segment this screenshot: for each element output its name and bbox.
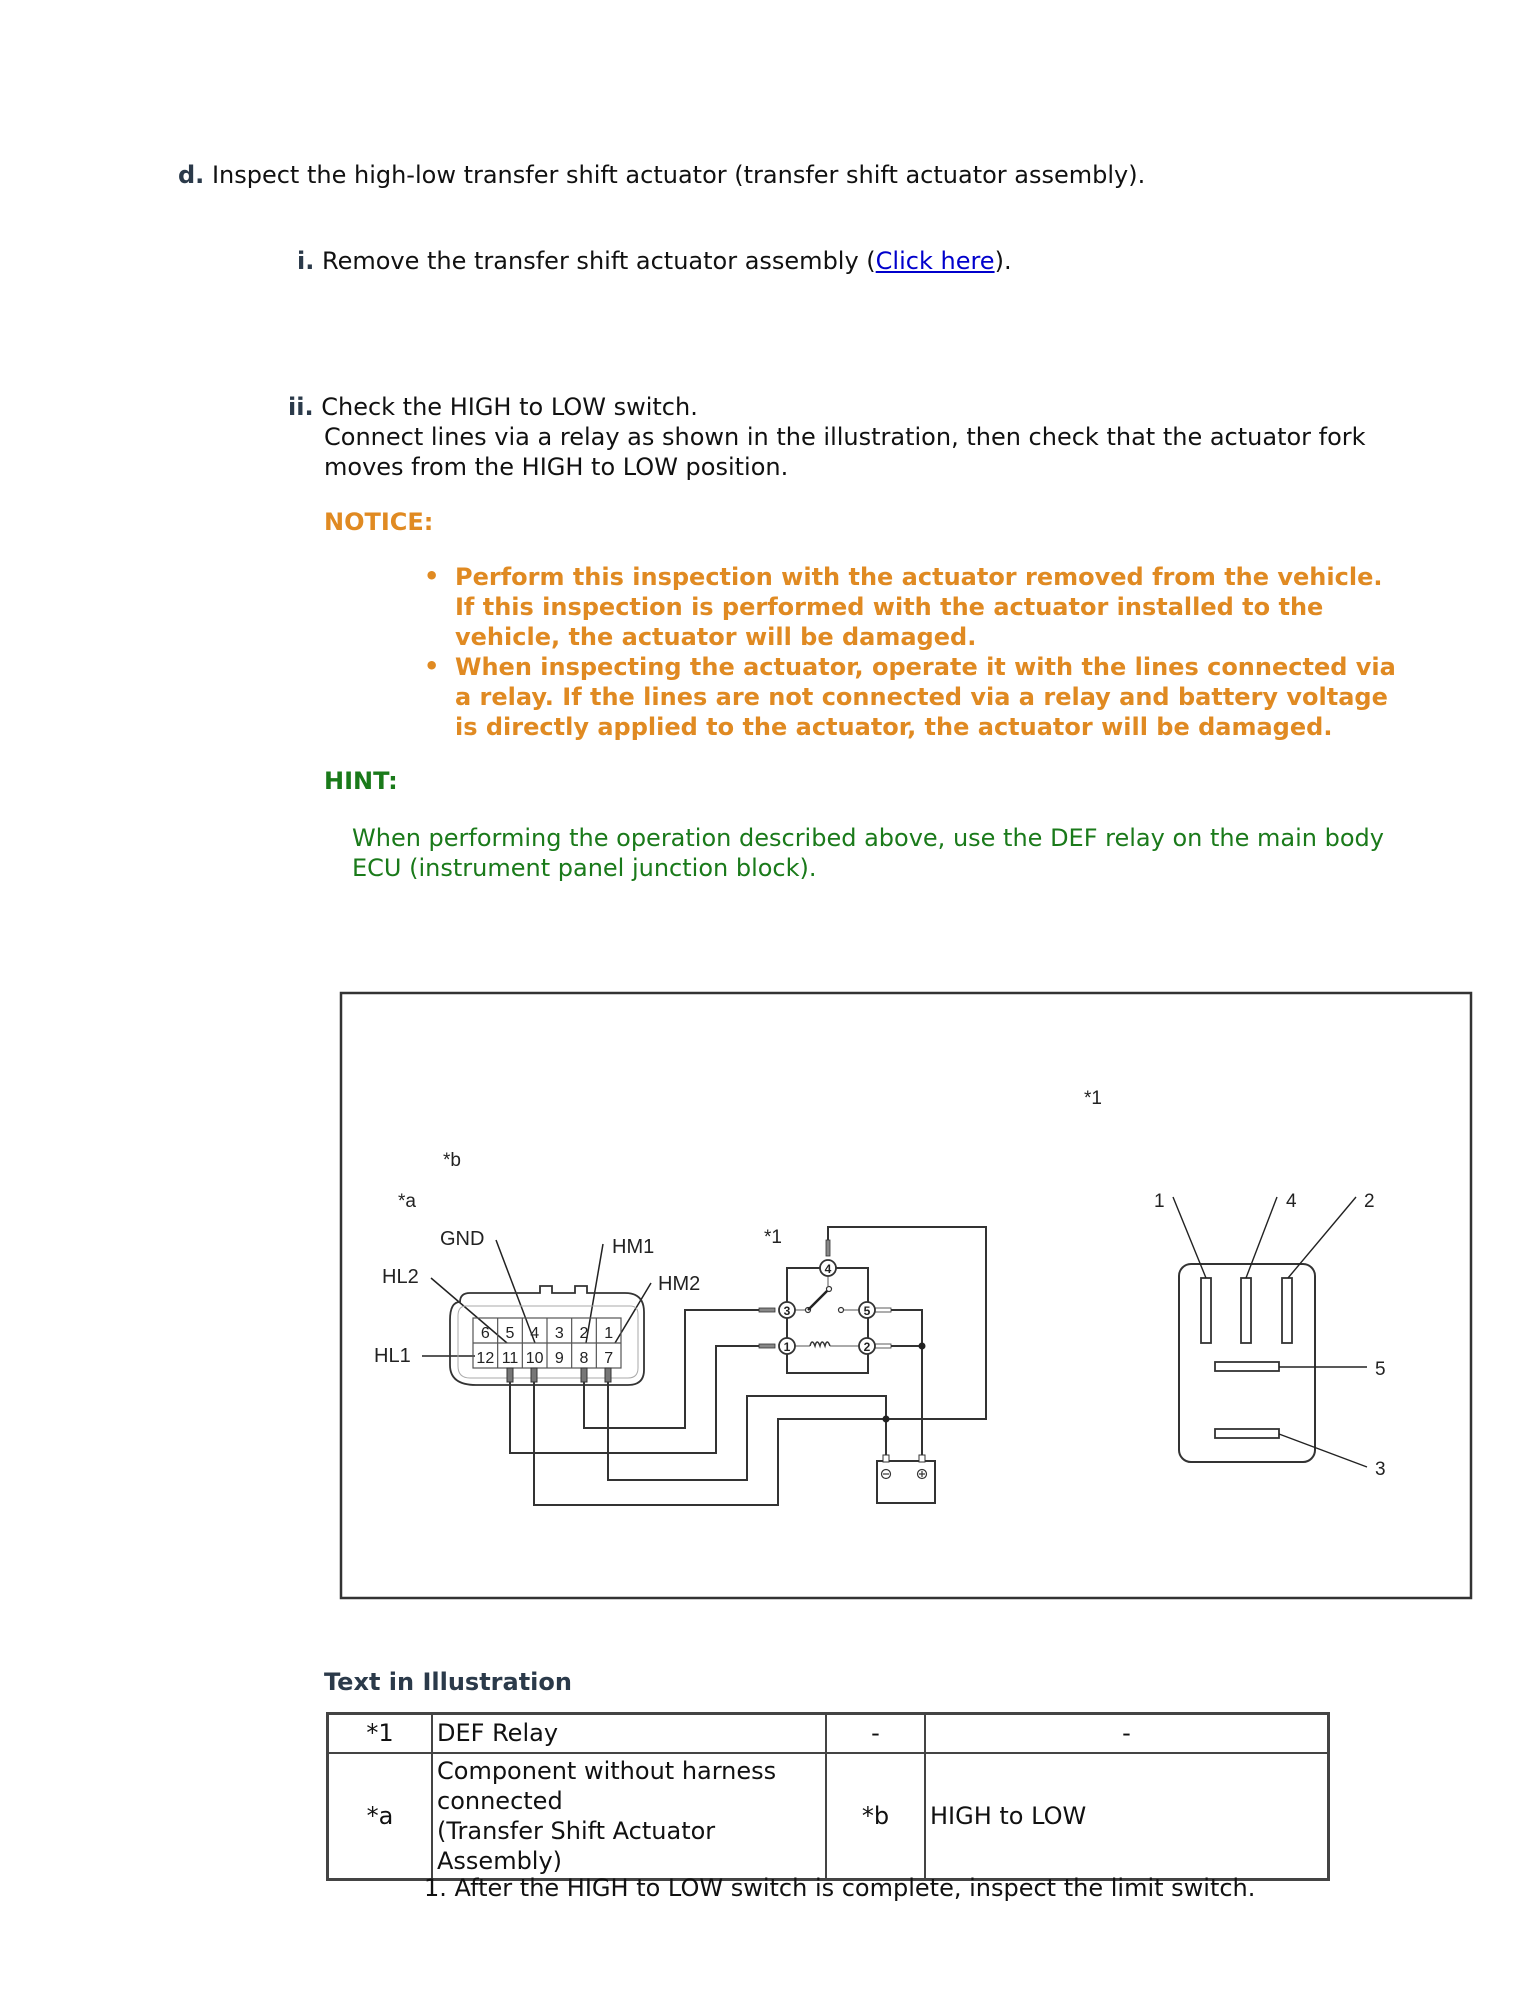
connector-pin-label: 1 <box>604 1325 614 1342</box>
notice-item-2-line3: is directly applied to the actuator, the actuator will be damaged. <box>455 713 1333 741</box>
def-relay-pin-view <box>1154 1191 1386 1480</box>
cell-line: Assembly) <box>437 1846 563 1875</box>
notice-heading: NOTICE: <box>324 508 434 536</box>
actuator-connector <box>450 1286 644 1385</box>
label-star-a: *a <box>398 1191 416 1212</box>
label-gnd: GND <box>440 1228 485 1250</box>
step-d-marker: d. <box>178 161 205 189</box>
connector-pin-label: 5 <box>505 1325 515 1342</box>
relay-terminal-label: 5 <box>863 1304 871 1318</box>
relay-pin-label-4: 4 <box>1286 1191 1297 1212</box>
step-ii-title: Check the HIGH to LOW switch. <box>321 393 698 421</box>
table-cell-multiline <box>432 1753 826 1880</box>
label-hl1: HL1 <box>374 1345 411 1367</box>
table-cell: DEF Relay <box>432 1714 826 1753</box>
junction-dot <box>919 1343 926 1350</box>
table-cell: - <box>826 1714 925 1753</box>
step-i-text-after: ). <box>994 247 1012 275</box>
def-relay-schematic <box>759 1240 891 1373</box>
notice-item-1-line3: vehicle, the actuator will be damaged. <box>455 623 977 651</box>
label-relay-top-ref: *1 <box>1084 1088 1102 1109</box>
relay-pin-4 <box>1241 1278 1251 1343</box>
connector-pin-stubs <box>507 1368 611 1382</box>
relay-pin-3 <box>1215 1429 1279 1438</box>
connector-pin-label: 2 <box>579 1325 589 1342</box>
bullet-icon: • <box>424 652 440 680</box>
relay-pin-label-3: 3 <box>1375 1459 1386 1480</box>
relay-pin-label-5: 5 <box>1375 1359 1386 1380</box>
hint-heading: HINT: <box>324 767 398 795</box>
hint-line2: ECU (instrument panel junction block). <box>352 854 817 882</box>
step-d-text: Inspect the high-low transfer shift actuator (transfer shift actuator assembly). <box>211 161 1146 189</box>
relay-pin-label-1: 1 <box>1154 1191 1165 1212</box>
label-star-b: *b <box>443 1150 461 1171</box>
cell-line: connected <box>437 1786 563 1815</box>
relay-pin-5 <box>1215 1362 1279 1371</box>
connector-pin-label: 6 <box>480 1325 490 1342</box>
wire-pin11-relay1 <box>510 1346 775 1453</box>
relay-coil-icon <box>810 1342 830 1346</box>
step-ii-line2: moves from the HIGH to LOW position. <box>324 453 789 481</box>
table-cell: *1 <box>328 1714 433 1753</box>
relay-terminal-label: 4 <box>824 1262 832 1276</box>
step-ii-line1: Connect lines via a relay as shown in the illustration, then check that the actuator fork <box>324 423 1366 451</box>
hint-line1: When performing the operation described above, use the DEF relay on the main body <box>352 824 1384 852</box>
relay-pin-label-2: 2 <box>1364 1191 1375 1212</box>
cell-line: Component without harness <box>437 1756 777 1785</box>
connector-pin-label: 10 <box>525 1350 544 1367</box>
bullet-icon: • <box>424 562 440 590</box>
label-hm2: HM2 <box>658 1273 701 1295</box>
relay-switch-arm <box>808 1290 828 1310</box>
battery <box>877 1455 935 1503</box>
step-i-marker: i. <box>297 247 315 275</box>
table-cell: - <box>925 1714 1329 1753</box>
step-i-text: Remove the transfer shift actuator assembly ( <box>321 247 876 275</box>
table-cell: HIGH to LOW <box>925 1753 1329 1880</box>
connector-pin-label: 12 <box>476 1350 495 1367</box>
table-cell: *b <box>826 1753 925 1880</box>
relay-terminal-label: 2 <box>863 1340 871 1354</box>
junction-dot <box>883 1416 890 1423</box>
connector-pin-label: 9 <box>554 1350 564 1367</box>
notice-item-2-line1: When inspecting the actuator, operate it with the lines connected via <box>455 653 1396 681</box>
table-row <box>328 1714 1329 1753</box>
illustration-frame <box>341 993 1471 1598</box>
cell-line: (Transfer Shift Actuator <box>437 1816 716 1845</box>
text-in-illustration-table <box>326 1712 1330 1881</box>
connector-pin-label: 8 <box>579 1350 589 1367</box>
relay-terminal-label: 3 <box>783 1304 791 1318</box>
connector-pin-label: 3 <box>554 1325 564 1342</box>
text-in-illustration-heading: Text in Illustration <box>324 1668 572 1696</box>
connector-pin-label: 4 <box>530 1325 540 1342</box>
click-here-link[interactable]: Click here <box>875 247 995 275</box>
relay-pin-1 <box>1201 1278 1211 1343</box>
label-hm1: HM1 <box>612 1236 655 1258</box>
connector-pin-label: 11 <box>501 1350 519 1367</box>
step-ii-marker: ii. <box>288 393 314 421</box>
table-cell: *a <box>328 1753 433 1880</box>
wire-pin7-battery-neg <box>608 1372 886 1480</box>
notice-item-1-line2: If this inspection is performed with the actuator installed to the <box>455 593 1324 621</box>
relay-terminal-label: 1 <box>783 1340 791 1354</box>
footer-list-item: 1. After the HIGH to LOW switch is complete, inspect the limit switch. <box>424 1874 1256 1902</box>
relay-pin-2 <box>1282 1278 1292 1343</box>
notice-item-2-line2: a relay. If the lines are not connected via a relay and battery voltage <box>455 683 1388 711</box>
label-relay-ref: *1 <box>764 1227 782 1248</box>
notice-item-1-line1: Perform this inspection with the actuator removed from the vehicle. <box>455 563 1383 591</box>
connector-pin-label: 7 <box>604 1350 614 1367</box>
table-row <box>328 1753 1329 1880</box>
label-hl2: HL2 <box>382 1266 419 1288</box>
